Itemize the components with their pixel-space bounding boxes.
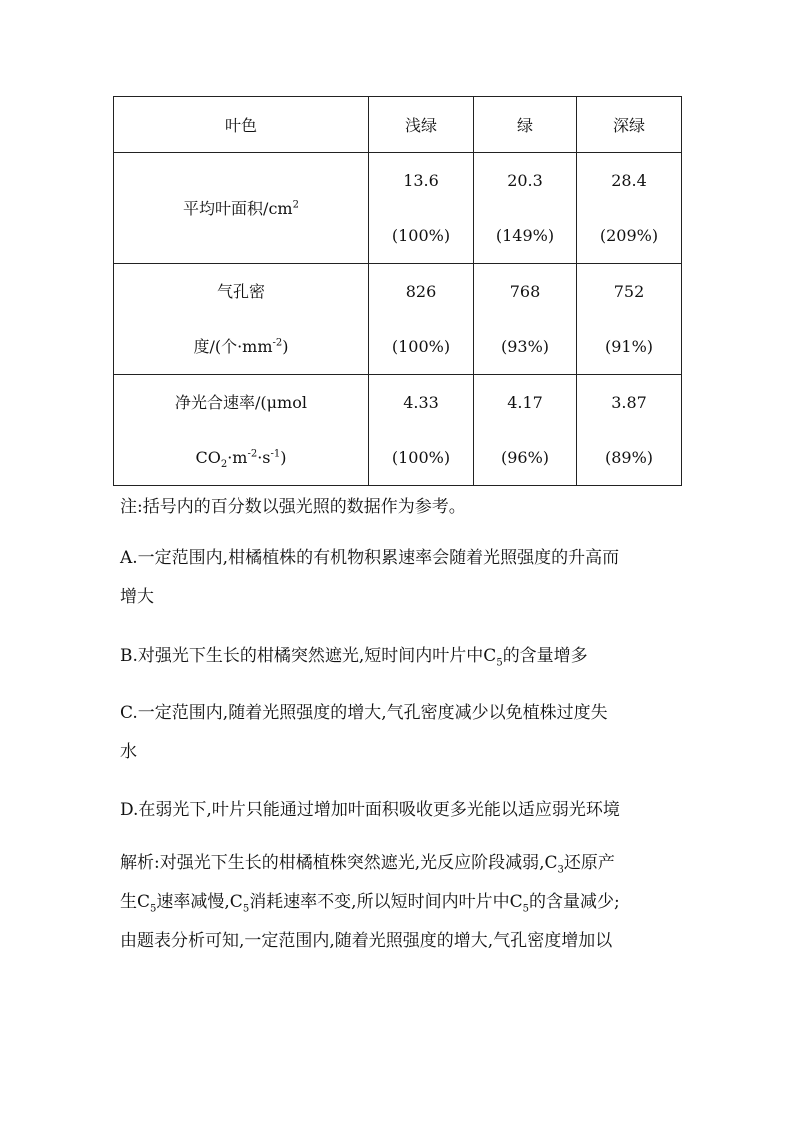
row-label: 平均叶面积$/cm^2$ [114,153,369,264]
option-d: D.在弱光下,叶片只能通过增加叶面积吸收更多光能以适应弱光环境 [120,800,620,820]
header-col: 浅绿 [369,97,474,153]
table-note: 注:括号内的百分数以强光照的数据作为参考。 [120,497,466,517]
row-label: 净光合速率/(μmol $CO_2\cdot m^{-2}\cdot s^{-1}$) [114,375,369,486]
table-row [114,375,682,486]
analysis: 解析:对强光下生长的柑橘植株突然遮光,光反应阶段减弱$,C_3$还原产 生$C_5$速率减慢$,C_5$消耗速率不变,所以短时间内叶片中$C_5$的含量减少; 由题表分析可知,一定范围内,随着光照强度的增大,气孔密度增加以 [120,853,620,951]
table-cell: 768 (93%) [474,264,577,375]
option-b: B.对强光下生长的柑橘突然遮光,短时间内叶片中$C_5$的含量增多 [120,646,588,669]
table-cell: 20.3 (149%) [474,153,577,264]
option-c: C.一定范围内,随着光照强度的增大,气孔密度减少以免植株过度失 水 [120,703,608,762]
row-label: 气孔密 度/(个$\cdot mm^{-2}$) [114,264,369,375]
table-cell: 13.6 (100%) [369,153,474,264]
table-row [114,264,682,375]
header-col: 深绿 [577,97,682,153]
table-cell: 752 (91%) [577,264,682,375]
table-row [114,153,682,264]
data-table [113,96,682,486]
option-a: A.一定范围内,柑橘植株的有机物积累速率会随着光照强度的升高而 增大 [120,548,620,607]
header-col: 绿 [474,97,577,153]
table-cell: 3.87 (89%) [577,375,682,486]
table-cell: 4.17 (96%) [474,375,577,486]
table-cell: 826 (100%) [369,264,474,375]
table-cell: 28.4 (209%) [577,153,682,264]
table-cell: 4.33 (100%) [369,375,474,486]
table-header-row [114,97,682,153]
header-label: 叶色 [114,97,369,153]
